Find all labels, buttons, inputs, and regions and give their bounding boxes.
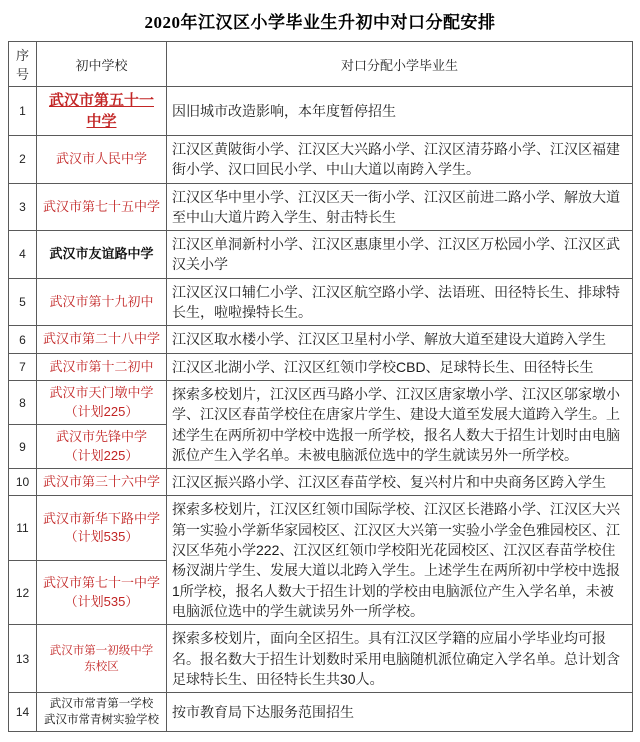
table-row [9,136,633,184]
school-name [37,278,167,326]
school-name-line: 东校区 [84,660,119,673]
school-name [37,380,167,424]
school-name-line: 武汉市第一初级中学 [49,644,154,657]
row-number: 12 [9,560,37,624]
school-name-line: 武汉市友谊路中学 [49,246,154,262]
school-name-line: 武汉市常青第一学校 [49,698,154,711]
page-title: 2020年江汉区小学毕业生升初中对口分配安排 [144,13,496,32]
table-row [9,353,633,380]
row-number: 2 [9,136,37,184]
school-name [37,87,167,136]
row-number: 14 [9,693,37,732]
school-name [37,425,167,469]
column-header-0: 序号 [9,42,37,87]
row-number: 8 [9,380,37,424]
row-number: 7 [9,353,37,380]
row-number: 4 [9,231,37,279]
school-name-line: （计划535） [64,529,139,545]
school-name-line: 武汉市新华下路中学 [42,510,160,526]
table-row [9,183,633,231]
assigned-students: 江汉区单洞新村小学、江汉区惠康里小学、江汉区万松园小学、江汉区武汉关小学 [167,231,633,279]
table-row [9,380,633,424]
table-row [9,278,633,326]
row-number: 13 [9,625,37,693]
row-number: 1 [9,87,37,136]
school-name [37,353,167,380]
table-header-row [9,42,633,87]
school-name [37,469,167,496]
school-name-line: 武汉市第七十五中学 [42,198,160,214]
school-name-line: 武汉市第三十六中学 [42,474,160,490]
school-name-line: 武汉市常青树实验学校 [44,714,159,727]
assigned-students: 江汉区黄陂街小学、江汉区大兴路小学、江汉区清芬路小学、江汉区福建街小学、汉口回民小学、中山大道以南跨入学生。 [167,136,633,184]
school-name [37,231,167,279]
school-name [37,183,167,231]
table-row [9,693,633,732]
school-name-line: 武汉市第十九初中 [49,293,154,309]
school-name-line: （计划535） [64,593,139,609]
school-name [37,496,167,560]
row-number: 9 [9,425,37,469]
assigned-students: 探索多校划片，江汉区红领巾国际学校、江汉区长港路小学、江汉区大兴第一实验小学新华家园校区、江汉区大兴第一实验小学金色雅园校区、江汉区华苑小学222、江汉区红领巾学校阳光花园校区、江汉区春苗学校住杨汊湖片学生、发展大道以北跨入学生。上述学生在两所初中学校中选报1所学校，报名人数大于招生计划的学校由电脑派位产生入学名单，未被电脑派位选中的学生就读另外一所学校。 [167,496,633,625]
column-header-2: 对口分配小学毕业生 [167,42,633,87]
assigned-students: 探索多校划片，江汉区西马路小学、江汉区唐家墩小学、江汉区邬家墩小学、江汉区春苗学校住在唐家片学生、建设大道至发展大道跨入学生。上述学生在两所初中学校中选报一所学校，报名人数大于招生计划时由电脑派位产生入学名单。未被电脑派位选中的学生就读另外一所学校。 [167,380,633,468]
assignment-table [8,41,633,732]
school-name-line: 武汉市第五十一中学 [48,92,154,130]
school-name-line: （计划225） [64,403,139,419]
school-name-line: 武汉市天门墩中学 [49,385,154,401]
table-row [9,496,633,560]
row-number: 6 [9,326,37,353]
assigned-students: 江汉区汉口辅仁小学、江汉区航空路小学、法语班、田径特长生、排球特长生，啦啦操特长生。 [167,278,633,326]
table-row [9,625,633,693]
row-number: 3 [9,183,37,231]
assigned-students: 江汉区北湖小学、江汉区红领巾学校CBD、足球特长生、田径特长生 [167,353,633,380]
school-name-line: 武汉市第七十一中学 [42,575,160,591]
assigned-students: 江汉区华中里小学、江汉区天一街小学、江汉区前进二路小学、解放大道至中山大道片跨入学生、射击特长生 [167,183,633,231]
table-row [9,231,633,279]
table-row [9,469,633,496]
school-name [37,693,167,732]
row-number: 11 [9,496,37,560]
assigned-students: 江汉区振兴路小学、江汉区春苗学校、复兴村片和中央商务区跨入学生 [167,469,633,496]
school-name-line: 武汉市第二十八中学 [42,331,160,347]
row-number: 10 [9,469,37,496]
table-row [9,87,633,136]
column-header-1: 初中学校 [37,42,167,87]
school-name-line: （计划225） [64,447,139,463]
assigned-students: 探索多校划片，面向全区招生。具有江汉区学籍的应届小学毕业均可报名。报名数大于招生计划数时采用电脑随机派位确定入学名单。总计划含足球特长生、田径特长生共30人。 [167,625,633,693]
school-name [37,625,167,693]
school-name-line: 武汉市第十二初中 [49,358,154,374]
school-name [37,136,167,184]
school-name [37,326,167,353]
school-name-line: 武汉市先锋中学 [55,429,147,445]
row-number: 5 [9,278,37,326]
school-name [37,560,167,624]
table-body [9,87,633,732]
assigned-students: 按市教育局下达服务范围招生 [167,693,633,732]
school-name-line: 武汉市人民中学 [55,151,147,167]
assigned-students: 因旧城市改造影响，本年度暂停招生 [167,87,633,136]
table-row [9,326,633,353]
assigned-students: 江汉区取水楼小学、江汉区卫星村小学、解放大道至建设大道跨入学生 [167,326,633,353]
